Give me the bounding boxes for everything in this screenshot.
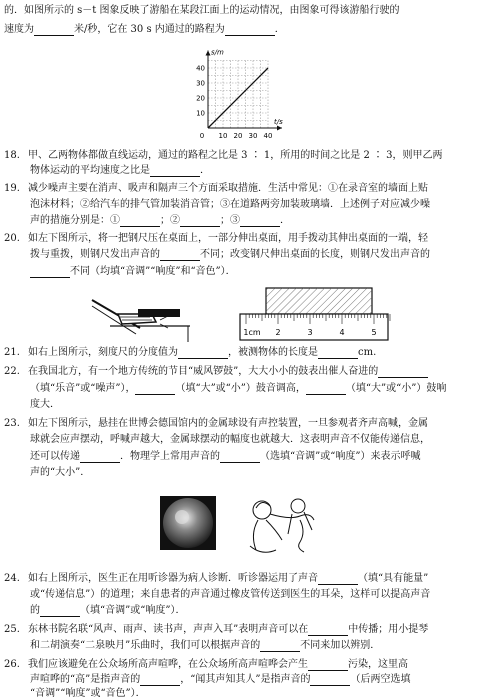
question-25 <box>4 623 428 636</box>
answer-blank[interactable] <box>240 216 280 227</box>
question-text: 如左下图所示，将一把钢尺压在桌面上，一部分伸出桌面，用手拨动其伸出桌面的一端，轻 <box>28 233 428 244</box>
y-tick-label: 30 <box>196 79 205 88</box>
question-text: 泡沫材料；②给汽车的排气管加装消音管；③在道路两旁加装玻璃墙．上述例子对应减少噪 <box>30 199 430 210</box>
y-axis-arrow <box>206 51 211 56</box>
question-23-line-3 <box>30 450 420 463</box>
answer-blank[interactable] <box>308 625 348 636</box>
question-text: 在我国北方，有一个地方传统的节目“威风锣鼓”，大大小小的鼓表出催人奋进的 <box>28 366 379 377</box>
y-tick-label: 20 <box>196 94 205 103</box>
question-26 <box>4 658 408 671</box>
stethoscope-doctor-figure <box>250 499 314 552</box>
question-text: 度大． <box>30 399 60 410</box>
question-text: 东林书院名联“风声、雨声、读书声，声声入耳”表明声音可以在 <box>28 624 309 635</box>
answer-blank[interactable] <box>225 25 275 36</box>
question-text: ；② <box>160 215 180 226</box>
y-tick-label: 40 <box>196 64 205 73</box>
s-t-chart <box>0 40 491 150</box>
intro-text: 速度为 <box>4 24 34 35</box>
question-text: 拨与重拨，则钢尺发出声音的 <box>30 249 160 260</box>
question-text: cm. <box>358 347 377 358</box>
answer-blank[interactable] <box>140 675 180 686</box>
question-text: （填“具有能量” <box>358 573 429 584</box>
ruler-label: 4 <box>339 328 345 337</box>
y-tick-label: 10 <box>196 109 205 118</box>
answer-blank[interactable] <box>30 267 70 278</box>
x-tick-label: 30 <box>248 132 258 140</box>
question-22-line-2 <box>30 382 446 395</box>
question-text: （后两空选填 <box>350 674 411 685</box>
intro-text: ． <box>274 24 285 35</box>
question-text: 不同来加以辨别． <box>300 640 381 651</box>
answer-blank[interactable] <box>160 250 200 261</box>
question-number: 24. <box>4 573 20 584</box>
answer-blank[interactable] <box>150 166 200 177</box>
question-26-line-2 <box>30 673 410 686</box>
x-tick-label: 40 <box>263 132 273 140</box>
question-text: 声的“大小”． <box>30 467 91 478</box>
ruler-label: 1cm <box>243 328 261 337</box>
question-18-line-2 <box>30 164 210 177</box>
answer-blank[interactable] <box>80 452 120 463</box>
question-18 <box>4 149 443 162</box>
question-number: 19. <box>4 183 20 194</box>
question-text: 甲、乙两物体都做直线运动，通过的路程之比是 3 ∶ 1，所用的时间之比是 2 ∶ 3，则甲乙两 <box>28 150 443 161</box>
question-21 <box>4 346 376 359</box>
question-19-line-3 <box>30 214 290 227</box>
x-tick-label: 10 <box>218 132 228 140</box>
answer-blank[interactable] <box>34 25 74 36</box>
figures-row-1 <box>0 280 491 345</box>
question-number: 25. <box>4 624 20 635</box>
answer-blank[interactable] <box>318 574 358 585</box>
question-text: 球就会应声摆动，呼喊声越大，金属球摆动的幅度也就越大．这表明声音不仅能传递信息， <box>30 434 430 445</box>
measuring-ruler-figure <box>240 288 390 340</box>
question-text: ，“闻其声知其人”是指声音的 <box>180 674 311 685</box>
answer-blank[interactable] <box>135 384 175 395</box>
ruler-label: 3 <box>307 328 313 337</box>
metal-ball-figure <box>160 496 216 550</box>
question-23 <box>4 417 428 430</box>
intro-line-2 <box>4 23 285 36</box>
chart-grid <box>208 61 268 129</box>
answer-blank[interactable] <box>378 367 428 378</box>
question-number: 21. <box>4 347 20 358</box>
question-text: ．物理学上常用声音的 <box>120 451 220 462</box>
question-text: 不同（均填“音调”“响度”和“音色”）． <box>70 266 236 277</box>
question-number: 26. <box>4 659 20 670</box>
question-19 <box>4 182 428 195</box>
answer-blank[interactable] <box>178 348 228 359</box>
question-number: 23. <box>4 418 20 429</box>
question-text: 声喧哗的“高”是指声音的 <box>30 674 141 685</box>
steel-ruler-figure <box>92 300 190 342</box>
question-24 <box>4 572 428 585</box>
question-text: ；③ <box>220 215 240 226</box>
question-text: 如左下图所示，悬挂在世博会德国馆内的金属球设有声控装置，一旦参观者齐声高喊，金属 <box>28 418 428 429</box>
question-text: （填“乐音”或“噪声”）， <box>30 383 136 394</box>
answer-blank[interactable] <box>220 452 260 463</box>
answer-blank[interactable] <box>318 348 358 359</box>
question-20-line-3 <box>30 265 236 278</box>
answer-blank[interactable] <box>40 606 80 617</box>
answer-blank[interactable] <box>306 384 346 395</box>
question-20 <box>4 232 428 245</box>
question-text: （选填“音调”或“响度”）来表示呼喊 <box>260 451 421 462</box>
question-text: ，被测物体的长度是 <box>228 347 318 358</box>
question-number: 20. <box>4 233 20 244</box>
x-tick-label: 0 <box>199 132 205 140</box>
question-text: （填“音调”或“响度”）． <box>80 605 186 616</box>
y-axis-label: s/m <box>211 48 224 57</box>
question-24-line-3 <box>30 604 185 617</box>
question-text: 物体运动的平均速度之比是 <box>30 165 150 176</box>
x-axis-label: t/s <box>274 118 283 126</box>
answer-blank[interactable] <box>310 675 350 686</box>
question-number: 18. <box>4 150 20 161</box>
question-number: 22. <box>4 366 20 377</box>
ruler-label: 2 <box>275 328 281 337</box>
x-axis-arrow <box>277 126 282 131</box>
question-text: “音调”“响度”或“音色”）． <box>30 688 146 699</box>
x-tick-label: 20 <box>233 132 243 140</box>
question-text: 中传播；用小提琴 <box>348 624 429 635</box>
question-22 <box>4 365 428 378</box>
question-text: 减少噪声主要在消声、吸声和隔声三个方面采取措施．生活中常见：①在录音室的墙面上贴 <box>28 183 428 194</box>
question-text: （填“大”或“小”）鼓音调高， <box>175 383 306 394</box>
answer-blank[interactable] <box>308 660 348 671</box>
question-text: 污染，这里高 <box>348 659 408 670</box>
question-20-line-2 <box>30 248 430 261</box>
question-text: 还可以传递 <box>30 451 80 462</box>
answer-blank[interactable] <box>260 641 300 652</box>
intro-text: 米/秒，它在 30 s 内通过的路程为 <box>74 24 225 35</box>
question-text: 如右上图所示，刻度尺的分度值为 <box>28 347 178 358</box>
ruler-label: 5 <box>371 328 377 337</box>
question-text: 如右上图所示，医生正在用听诊器为病人诊断．听诊器运用了声音 <box>28 573 318 584</box>
question-text: ． <box>280 215 290 226</box>
question-text: 不同；改变钢尺伸出桌面的长度，则钢尺发出声音的 <box>200 249 430 260</box>
figures-row-2 <box>0 490 491 562</box>
intro-line-1: 的．如图所示的 s－t 图象反映了游船在某段江面上的运动情况，由图象可得该游船行驶的 <box>4 5 400 16</box>
question-text: 的 <box>30 605 40 616</box>
question-text: 声的措施分别是：① <box>30 215 120 226</box>
question-25-line-2 <box>30 639 380 652</box>
question-text: 或“传递信息”）的道理；来自患者的声音通过橡皮管传送到医生的耳朵，这样可以提高声音 <box>30 589 431 600</box>
answer-blank[interactable] <box>180 216 220 227</box>
question-text: 我们应该避免在公众场所高声喧哗，在公众场所高声喧哗会产生 <box>28 659 308 670</box>
answer-blank[interactable] <box>120 216 160 227</box>
question-text: 和二胡演奏“二泉映月”乐曲时，我们可以根据声音的 <box>30 640 261 651</box>
question-text: （填“大”或“小”）鼓响 <box>345 383 447 394</box>
question-text: ． <box>200 165 210 176</box>
